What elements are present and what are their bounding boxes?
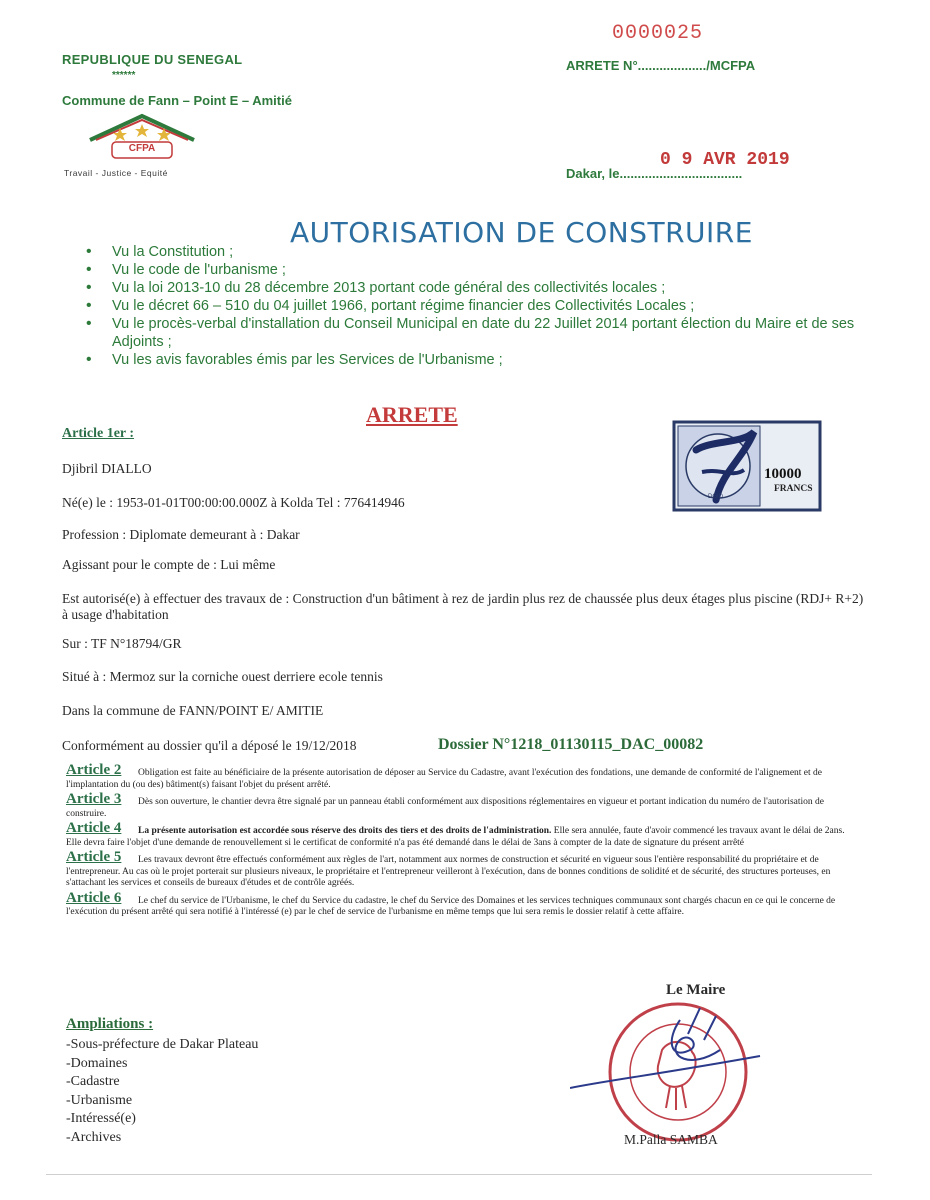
mayor-title: Le Maire: [666, 982, 726, 998]
article-5: [66, 849, 862, 890]
ampliation-item: -Intéressé(e): [66, 1111, 136, 1126]
visa-item: • Vu les avis favorables émis par les Services de l'Urbanisme ;: [86, 351, 876, 369]
dossier-number: Dossier N°1218_01130115_DAC_00082: [438, 736, 704, 753]
date-stamp: 0 9 AVR 2019: [660, 150, 790, 170]
article-6-text: Le chef du service de l'Urbanisme, le chef du Service du cadastre, le chef du Service des Domaines et les services techniques communaux sont chargés chacun en ce qui le concerne de l'exécution du présent arrêté qui sera notifié à l'intéressé (e) par le chef de service de l'urbanisme en même temps que lui sera remis le dossier relatif à cette affaire.: [66, 895, 836, 917]
arrete-number: ARRETE N°.................../MCFPA: [566, 58, 756, 73]
article-2-heading: Article 2: [66, 762, 122, 778]
stamp-amount: 10000: [764, 466, 802, 482]
visa-item: • Vu la loi 2013-10 du 28 décembre 2013 portant code général des collectivités locales ;: [86, 279, 876, 297]
article-3-heading: Article 3: [66, 791, 122, 807]
official-seal: [570, 990, 780, 1150]
article-5-heading: Article 5: [66, 849, 122, 865]
visa-item: • Vu le code de l'urbanisme ;: [86, 261, 876, 279]
commune-motto: Travail - Justice - Equité: [64, 168, 168, 178]
article1-heading: Article 1er :: [62, 426, 135, 441]
article-4-bold: La présente autorisation est accordée sous réserve des droits des tiers et des droits de l'administration.: [138, 826, 552, 836]
applicant-acting: Agissant pour le compte de : Lui même: [62, 557, 276, 572]
applicant-profession: Profession : Diplomate demeurant à : Dakar: [62, 527, 300, 542]
ampliations-list: [66, 1036, 258, 1147]
article-4-heading: Article 4: [66, 820, 122, 836]
article-6: [66, 889, 862, 919]
ampliation-item: -Domaines: [66, 1055, 128, 1071]
article-4: [66, 820, 862, 849]
visa-item: • Vu la Constitution ;: [86, 243, 876, 261]
articles-block: [66, 762, 862, 919]
article-3: [66, 791, 862, 820]
date-line: Dakar, le..................................: [566, 166, 743, 181]
visa-item: • Vu le décret 66 – 510 du 04 juillet 1966, portant régime financier des Collectivités Locales ;: [86, 297, 876, 315]
site-location: Situé à : Mermoz sur la corniche ouest derriere ecole tennis: [62, 669, 383, 684]
fiscal-stamp: [672, 420, 822, 512]
stamp-currency: FRANCS: [774, 484, 813, 494]
ampliation-item: -Urbanisme: [66, 1092, 133, 1108]
applicant-birth: Né(e) le : 1953-01-01T00:00:00.000Z à Kolda Tel : 776414946: [62, 495, 405, 510]
works-description: Est autorisé(e) à effectuer des travaux de : Construction d'un bâtiment à rez de jardin plus rez de chaussée plus deux étages plus piscine (RDJ+ R+2) à usage d'habitation: [62, 591, 864, 622]
article-6-heading: Article 6: [66, 889, 122, 906]
article-4-text: Elle sera annulée, faute d'avoir commencé les travaux avant le délai de 2ans. Elle devra faire l'objet d'une demande de renouvellement si le certificat de conformité n'a pas été demandé dans le délai de 3ans à compter de la date de signature du présent arrêté: [66, 826, 845, 848]
applicant-name: Djibril DIALLO: [62, 461, 152, 476]
ampliation-item: -Sous-préfecture de Dakar Plateau: [66, 1037, 259, 1052]
header-stars: ******: [112, 70, 136, 81]
commune-logo: [82, 112, 202, 162]
mayor-name: M.Palla SAMBA: [624, 1132, 718, 1147]
stamp-code: DGID: [708, 494, 723, 500]
visa-list: [86, 243, 876, 369]
ampliation-item: -Cadastre: [66, 1074, 120, 1089]
article-2: [66, 762, 862, 791]
ampliation-item: -Archives: [66, 1129, 122, 1145]
article-2-text: Obligation est faite au bénéficiaire de la présente autorisation de déposer au Service du Cadastre, avant l'exécution des fondations, une demande de conformité de l'alignement et de l'implantation du (ou des) bâtiment(s) faisant l'objet du présent arrêté.: [66, 768, 822, 790]
commune-line: Dans la commune de FANN/POINT E/ AMITIE: [62, 703, 324, 718]
ampliations-heading: Ampliations :: [66, 1016, 154, 1032]
serial-number: 0000025: [612, 22, 704, 45]
article-5-text: Les travaux devront être effectués conformément aux règles de l'art, notamment aux normes de construction et sécurité en vigueur sous l'entière responsabilité du propriétaire et de l'entrepreneur. Au cas où le projet porterait sur plusieurs niveaux, le propriétaire et l'entrepreneur veilleront à l'exécution, dans de bonnes conditions de solidité et de sécurité, des structures porteuses, en s'attachant les services et conseils de bureaux d'études et de contrôle agréés.: [66, 855, 831, 888]
visa-item: • Vu le procès-verbal d'installation du Conseil Municipal en date du 22 Juillet 2014 portant élection du Maire et de ses Adjoints ;: [86, 315, 876, 351]
bottom-divider: [46, 1174, 872, 1175]
logo-text: CFPA: [128, 143, 156, 154]
parcel-title: Sur : TF N°18794/GR: [62, 636, 182, 651]
commune-name: Commune de Fann – Point E – Amitié: [62, 93, 292, 108]
country-name: REPUBLIQUE DU SENEGAL: [62, 52, 243, 67]
document-title: AUTORISATION DE CONSTRUIRE: [290, 216, 753, 249]
dossier-prefix: Conformément au dossier qu'il a déposé le 19/12/2018: [62, 738, 357, 753]
arrete-heading: ARRETE: [366, 402, 458, 427]
article-3-text: Dès son ouverture, le chantier devra être signalé par un panneau établi conformément aux dispositions réglementaires en vigueur et portant indication du numéro de l'autorisation de construire.: [66, 797, 825, 819]
